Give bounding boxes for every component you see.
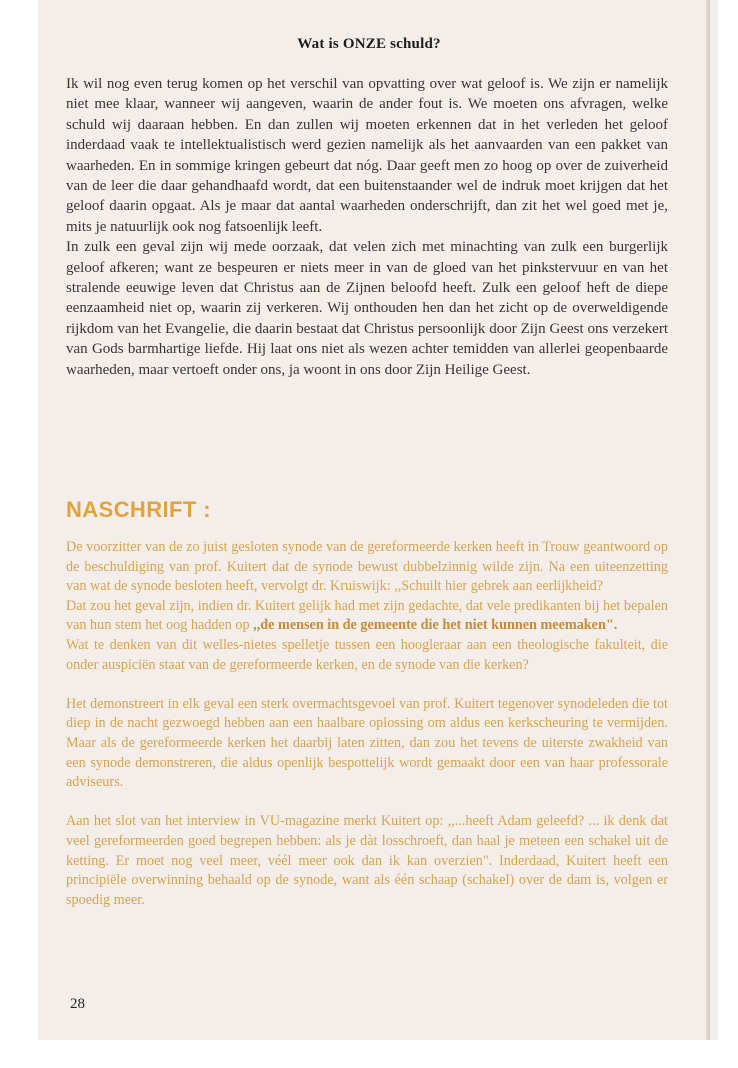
page-number: 28 xyxy=(70,996,85,1012)
naschrift-heading: NASCHRIFT : xyxy=(66,497,211,522)
naschrift-body xyxy=(66,538,668,910)
naschrift-paragraph-2-text: Dat zou het geval zijn, indien dr. Kuitert gelijk had met zijn gedachte, dat vele predikanten bij het bepalen van hun stem het oog hadden op xyxy=(66,597,668,634)
body-paragraph-1: Ik wil nog even terug komen op het verschil van opvatting over wat geloof is. We zijn er namelijk niet mee klaar, wanneer wij aangeven, waarin de ander fout is. We moeten ons afvragen, welke schuld wij daaraan hebben. En dan zullen wij moeten erkennen dat in het verleden het geloof inderdaad vaak te intellektualistisch werd gezien namelijk als het aanvaarden van een pakket van waarheden. En in sommige kringen gebeurt dat nóg. Daar geeft men zo hoog op over de zuiverheid van de leer die daar gehandhaafd wordt, dat een buitenstaander wel de indruk moet krijgen dat het geloof daarin opgaat. Als je maar dat aantal waarheden onderschrijft, dan zit het wel goed met je, mits je natuurlijk ook nog fatsoenlijk leeft. xyxy=(66,76,668,235)
article-body xyxy=(66,74,668,380)
naschrift-paragraph-1: De voorzitter van de zo juist gesloten synode van de gereformeerde kerken heeft in Trouw geantwoord op de beschuldiging van prof. Kuitert dat de synode bewust dubbelzinnig wilde zijn. Na een uiteenzetting van wat de synode besloten heeft, vervolgt dr. Kruiswijk: ,,Schuilt hier gebrek aan eerlijkheid? xyxy=(66,539,668,595)
naschrift-paragraph-3: Wat te denken van dit welles-nietes spelletje tussen een hoogleraar aan een theologische fakulteit, die onder auspiciën staat van de gereformeerde kerken, en de synode van die kerken? xyxy=(66,636,668,673)
naschrift-paragraph-4: Het demonstreert in elk geval een sterk overmachtsgevoel van prof. Kuitert tegenover synodeleden die tot diep in de nacht gezwoegd hebben aan een haalbare oplossing om aldus een kerkscheuring te vermijden. Maar als de gereformeerde kerken het daarbij laten zitten, dan zou het tevens de uiterste zwakheid van een synode demonstreren, die aldus openlijk bespottelijk wordt gemaakt door een van haar professorale adviseurs. xyxy=(66,695,668,791)
body-paragraph-2: In zulk een geval zijn wij mede oorzaak, dat velen zich met minachting van zulk een burgerlijk geloof afkeren; want ze bespeuren er niets meer in van de gloed van het pinkstervuur en van het stralende eeuwige leven dat Christus aan de Zijnen beloofd heeft. Zulk een geloof heft de diepe eenzaamheid niet op, waarin zij verkeren. Wij onthouden hen dan het zicht op de overweldigende rijkdom van het Evangelie, die daarin bestaat dat Christus persoonlijk door Zijn Geest ons verzekert van Gods barmhartige liefde. Hij laat ons niet als wezen achter temidden van allerlei geopenbaarde waarheden, maar vertoeft onder ons, ja woont in ons door Zijn Heilige Geest. xyxy=(66,239,668,378)
article-title: Wat is ONZE schuld? xyxy=(297,36,441,52)
page-edge-shadow xyxy=(706,0,710,1040)
naschrift-quote-bold: ,,de mensen in de gemeente die het niet kunnen meemaken". xyxy=(253,617,618,634)
naschrift-paragraph-5: Aan het slot van het interview in VU-magazine merkt Kuitert op: ,,...heeft Adam geleefd? ... ik denk dat veel gereformeerden goed begrepen hebben: als je dàt losschroeft, dan haal je meteen een schakel uit de ketting. Er moet nog veel meer, véél meer ook dan ik kan overzien". Inderdaad, Kuitert heeft een principiële overwinning behaald op de synode, want als één schaap (schakel) over de dam is, volgen er spoedig meer. xyxy=(66,813,668,908)
naschrift-paragraph-2 xyxy=(66,597,668,636)
